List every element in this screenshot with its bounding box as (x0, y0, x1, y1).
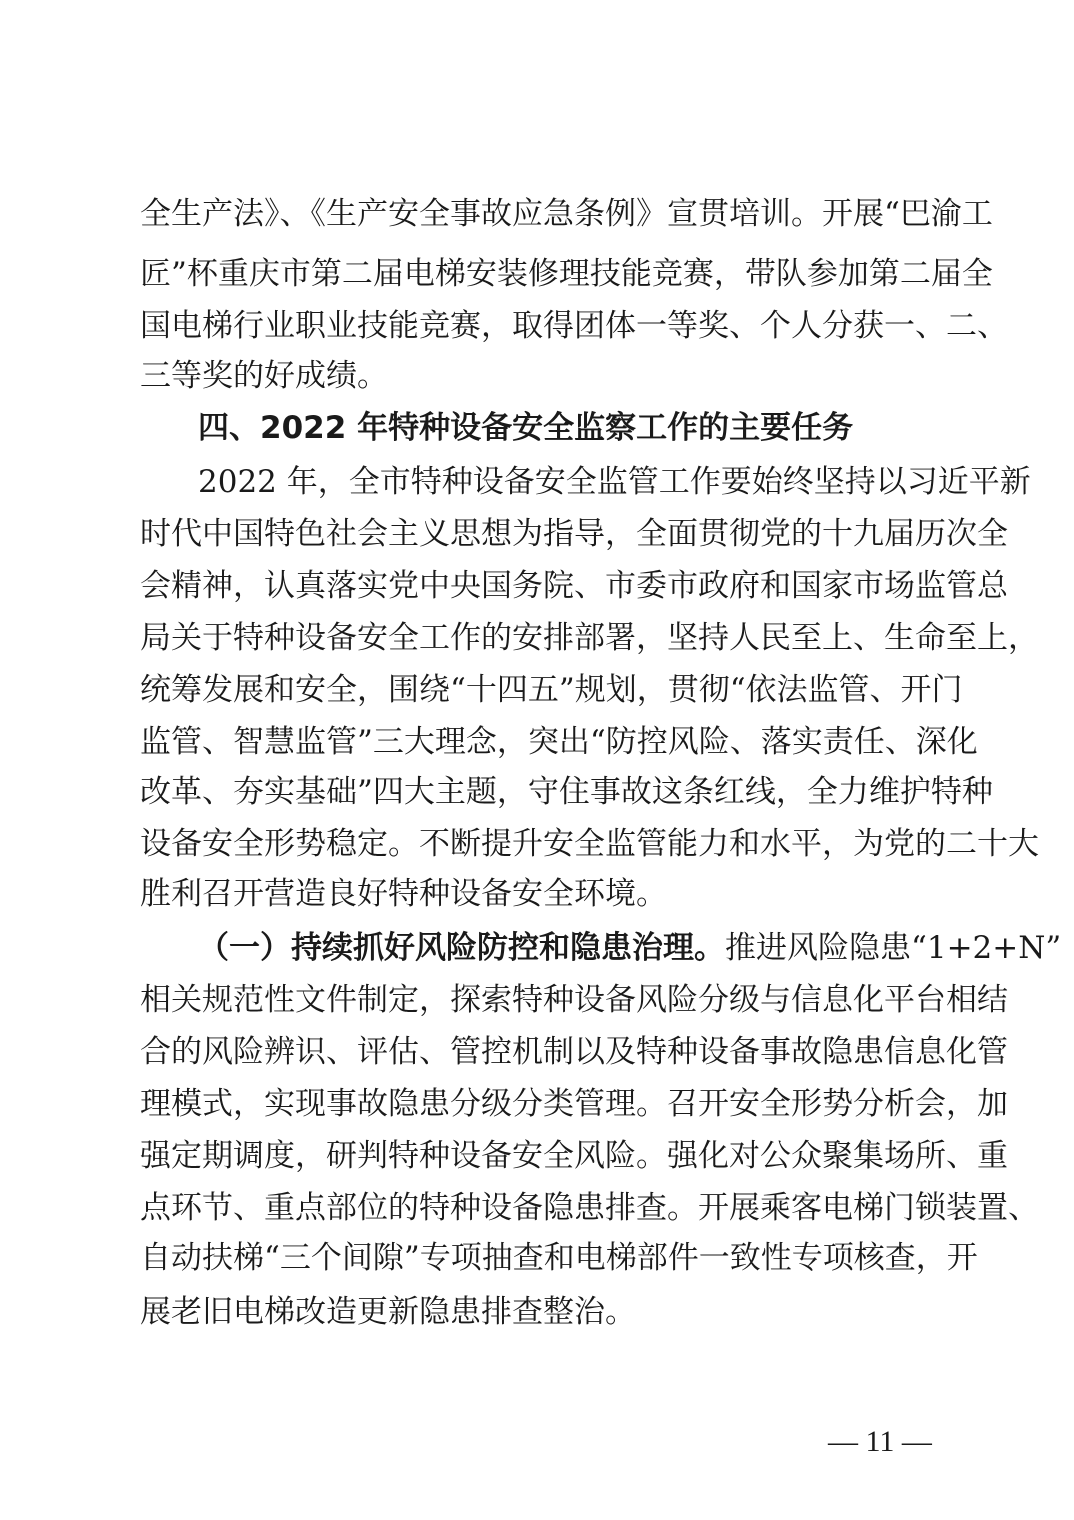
paragraph-2-line-9: 胜利召开营造良好特种设备安全环境。 (140, 876, 667, 912)
paragraph-2-line-1: 2022 年，全市特种设备安全监管工作要始终坚持以习近平新 (198, 464, 1031, 500)
paragraph-2-line-4: 局关于特种设备安全工作的安排部署，坚持人民至上、生命至上， (140, 620, 1039, 656)
page-number: — 11 — (828, 1425, 932, 1458)
paragraph-3-line-4: 理模式，实现事故隐患分级分类管理。召开安全形势分析会，加 (140, 1086, 1008, 1122)
paragraph-2-line-6: 监管、智慧监管”三大理念，突出“防控风险、落实责任、深化 (140, 724, 978, 760)
paragraph-2-line-3: 会精神，认真落实党中央国务院、市委市政府和国家市场监管总 (140, 568, 1008, 604)
paragraph-1-line-4: 三等奖的好成绩。 (140, 358, 388, 394)
paragraph-3-line-3: 合的风险辨识、评估、管控机制以及特种设备事故隐患信息化管 (140, 1034, 1008, 1070)
paragraph-3-line-2: 相关规范性文件制定，探索特种设备风险分级与信息化平台相结 (140, 982, 1008, 1018)
paragraph-1-line-1: 全生产法》、《生产安全事故应急条例》宣贯培训。开展“巴渝工 (140, 196, 993, 232)
paragraph-2-line-7: 改革、夯实基础”四大主题，守住事故这条红线，全力维护特种 (140, 774, 993, 810)
paragraph-3-lead-text: 推进风险隐患“1+2+N” (725, 930, 1062, 966)
paragraph-2-line-2: 时代中国特色社会主义思想为指导，全面贯彻党的十九届历次全 (140, 516, 1008, 552)
paragraph-3-line-8: 展老旧电梯改造更新隐患排查整治。 (140, 1294, 636, 1330)
paragraph-3-line-1 (198, 918, 1062, 978)
paragraph-3-lead-heading: （一）持续抓好风险防控和隐患治理。 (198, 930, 725, 966)
paragraph-3-line-6: 点环节、重点部位的特种设备隐患排查。开展乘客电梯门锁装置、 (140, 1190, 1039, 1226)
section-heading: 四、2022 年特种设备安全监察工作的主要任务 (198, 410, 854, 446)
paragraph-2-line-5: 统筹发展和安全，围绕“十四五”规划，贯彻“依法监管、开门 (140, 672, 963, 708)
paragraph-2-line-8: 设备安全形势稳定。不断提升安全监管能力和水平，为党的二十大 (140, 826, 1039, 862)
paragraph-3-line-7: 自动扶梯“三个间隙”专项抽查和电梯部件一致性专项核查，开 (140, 1240, 978, 1276)
paragraph-1-line-3: 国电梯行业职业技能竞赛，取得团体一等奖、个人分获一、二、 (140, 308, 1008, 344)
paragraph-1-line-2: 匠”杯重庆市第二届电梯安装修理技能竞赛，带队参加第二届全 (140, 256, 993, 292)
paragraph-3-line-5: 强定期调度，研判特种设备安全风险。强化对公众聚集场所、重 (140, 1138, 1008, 1174)
